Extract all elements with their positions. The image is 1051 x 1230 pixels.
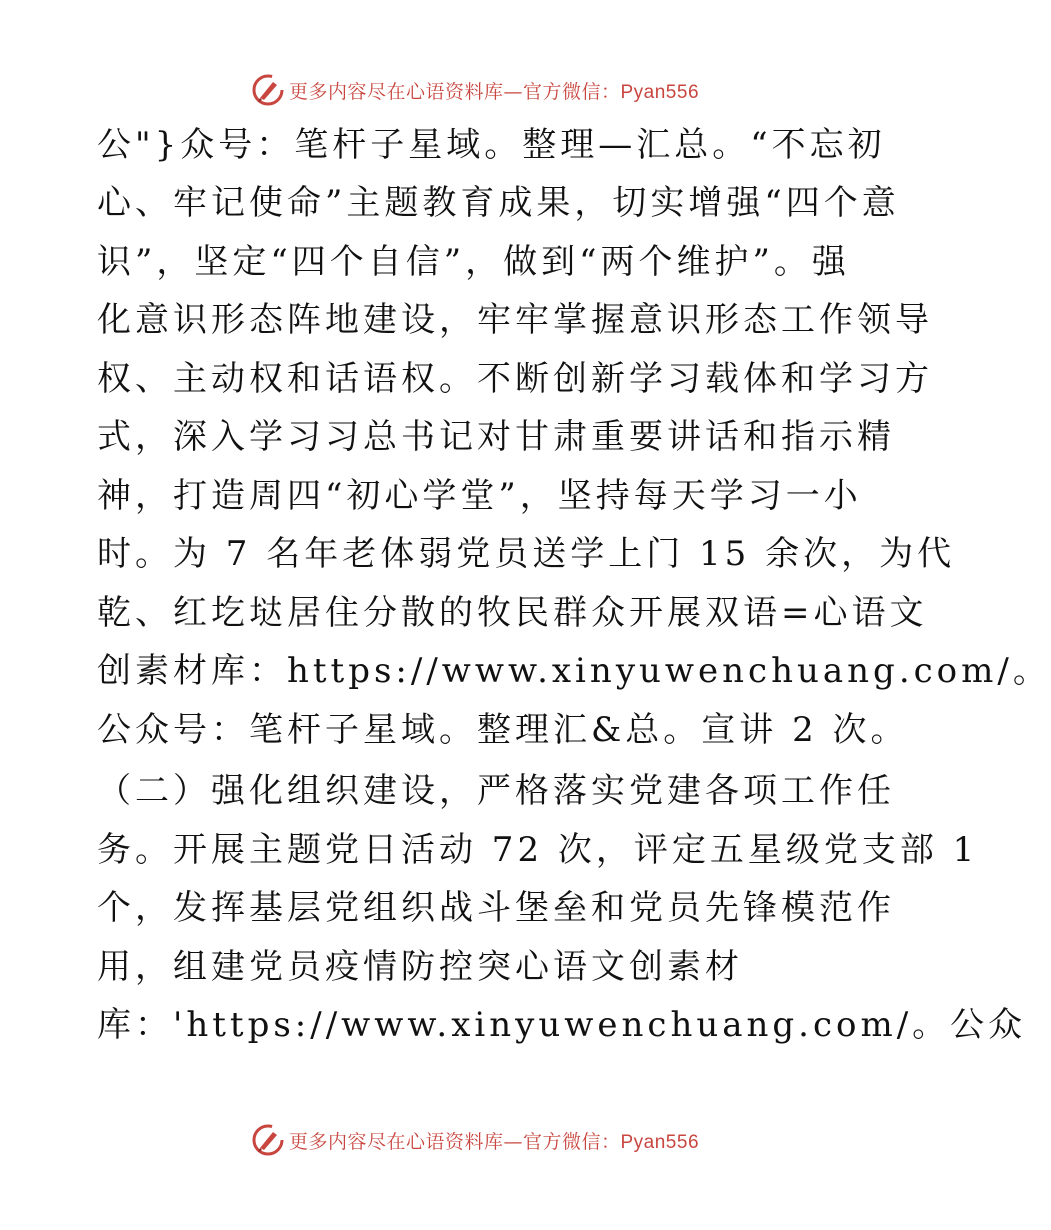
text-line: 公"}众号：笔杆子星域。整理—汇总。“不忘初 [97, 125, 886, 165]
text-line: 神，打造周四“初心学堂”，坚持每天学习一小 [97, 476, 862, 516]
pen-seal-icon [251, 1123, 285, 1157]
footer-watermark [0, 1118, 950, 1162]
text-line: 公众号：笔杆子星域。整理汇&总。宣讲 2 次。 [97, 710, 909, 750]
text-line: 乾、红圪垯居住分散的牧民群众开展双语=心语文 [97, 593, 928, 633]
text-line: 权、主动权和话语权。不断创新学习载体和学习方 [97, 359, 933, 399]
text-line: 用，组建党员疫情防控突心语文创素材 [97, 947, 743, 987]
text-line: 时。为 7 名年老体弱党员送学上门 15 余次，为代 [97, 534, 956, 574]
text-line: 化意识形态阵地建设，牢牢掌握意识形态工作领导 [97, 300, 933, 340]
watermark-text: 更多内容尽在心语资料库—官方微信：Pyan556 [288, 1130, 700, 1153]
text-line: 识”，坚定“四个自信”，做到“两个维护”。强 [97, 242, 850, 282]
text-line: 心、牢记使命”主题教育成果，切实增强“四个意 [97, 183, 900, 223]
text-line: 库：'https://www.xinyuwenchuang.com/。公众 [97, 1005, 1027, 1045]
text-line: 式，深入学习习总书记对甘肃重要讲话和指示精 [97, 417, 895, 457]
pen-seal-icon [251, 73, 285, 107]
watermark-text: 更多内容尽在心语资料库—官方微信：Pyan556 [288, 80, 700, 103]
header-watermark [0, 68, 950, 112]
section-heading: （二）强化组织建设，严格落实党建各项工作任 [97, 771, 895, 811]
text-line: 务。开展主题党日活动 72 次，评定五星级党支部 1 [97, 830, 979, 870]
text-line: 个，发挥基层党组织战斗堡垒和党员先锋模范作 [97, 888, 895, 928]
text-line: 创素材库：https://www.xinyuwenchuang.com/。 [97, 651, 1051, 691]
